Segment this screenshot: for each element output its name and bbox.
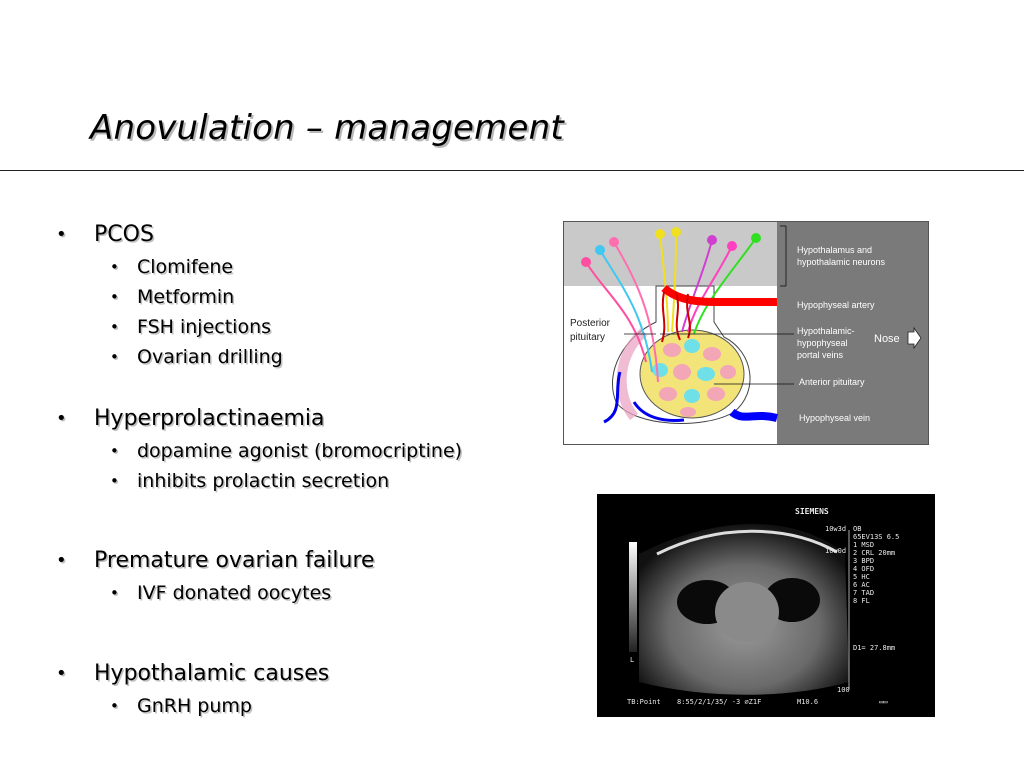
side-text-a: 10w3d [825, 525, 847, 533]
sub-bullet-text: GnRH pump [137, 695, 252, 717]
scale-bottom: 100 [837, 686, 850, 694]
bullet-dot: • [110, 472, 119, 490]
portal-label-1: Hypothalamic- [797, 326, 855, 336]
portal-label-2: hypophyseal [797, 338, 848, 348]
bullet-heading: Premature ovarian failure [94, 548, 375, 573]
bottom-right-text: M10.6 [797, 698, 819, 706]
bullet-dot: • [110, 584, 119, 602]
ultrasound-svg [597, 494, 935, 717]
title-divider [0, 170, 1024, 171]
ultrasound-image [597, 494, 935, 717]
bullet-dot: • [110, 258, 119, 276]
bottom-icons: ▭▭ [879, 698, 888, 706]
bullet-heading: Hyperprolactinaemia [94, 406, 325, 431]
nose-label: Nose [874, 333, 900, 345]
brand-label: SIEMENS [795, 507, 829, 516]
bullet-heading: Hypothalamic causes [94, 661, 330, 686]
bottom-left-text: TB:Point [627, 698, 661, 706]
bullet-dot: • [110, 697, 119, 715]
bullet-dot: • [110, 288, 119, 306]
posterior-label-line1: Posterior [570, 318, 611, 329]
anterior-label: Anterior pituitary [799, 377, 865, 387]
side-text-2-7: 6 AC [853, 581, 870, 589]
bullet-dot: • [56, 224, 67, 245]
pituitary-diagram-svg [564, 222, 928, 444]
bullet-dot: • [110, 442, 119, 460]
sub-bullet-text: Ovarian drilling [137, 346, 283, 368]
artery-label: Hypophyseal artery [797, 300, 875, 310]
side-text-2-1: 65EV13S 6.5 [853, 533, 900, 541]
sub-bullet-text: Metformin [137, 286, 235, 308]
side-text-2-4: 3 BPD [853, 557, 875, 565]
sub-bullet-text: dopamine agonist (bromocriptine) [137, 440, 463, 462]
scale-letter: L [630, 656, 635, 664]
bullet-heading: PCOS [94, 222, 154, 247]
sub-bullet-text: inhibits prolactin secretion [137, 470, 390, 492]
sub-bullet-text: Clomifene [137, 256, 234, 278]
hypothalamus-label-1: Hypothalamus and [797, 245, 873, 255]
vein-label: Hypophyseal vein [799, 413, 871, 423]
bullet-dot: • [56, 550, 67, 571]
pituitary-diagram [563, 221, 929, 445]
bullet-dot: • [56, 663, 67, 684]
side-text-c: 10w0d [825, 547, 847, 555]
portal-label-3: portal veins [797, 350, 844, 360]
embryo [715, 582, 779, 642]
sub-bullet-text: FSH injections [137, 316, 272, 338]
bullet-dot: • [56, 408, 67, 429]
posterior-label-line2: pituitary [570, 332, 606, 343]
side-text-2-8: 7 TAD [853, 589, 875, 597]
measurement-text: D1= 27.8mm [853, 644, 896, 652]
hypophyseal-vein [732, 412, 777, 418]
side-text-2-3: 2 CRL 20mm [853, 549, 896, 557]
greyscale-bar [629, 542, 637, 652]
side-text-2-5: 4 OFD [853, 565, 875, 573]
hypothalamus-label-2: hypothalamic neurons [797, 257, 886, 267]
bullet-dot: • [110, 348, 119, 366]
side-text-2-2: 1 MSD [853, 541, 875, 549]
bullet-dot: • [110, 318, 119, 336]
side-text-2-0: OB [853, 525, 862, 533]
side-text-2-6: 5 HC [853, 573, 870, 581]
bottom-mid-text: 8:55/2/1/35/ -3 ⌀Z1F [677, 698, 762, 706]
side-text-2-9: 8 FL [853, 597, 870, 605]
slide-title: Anovulation – management [90, 108, 564, 148]
sub-bullet-text: IVF donated oocytes [137, 582, 332, 604]
